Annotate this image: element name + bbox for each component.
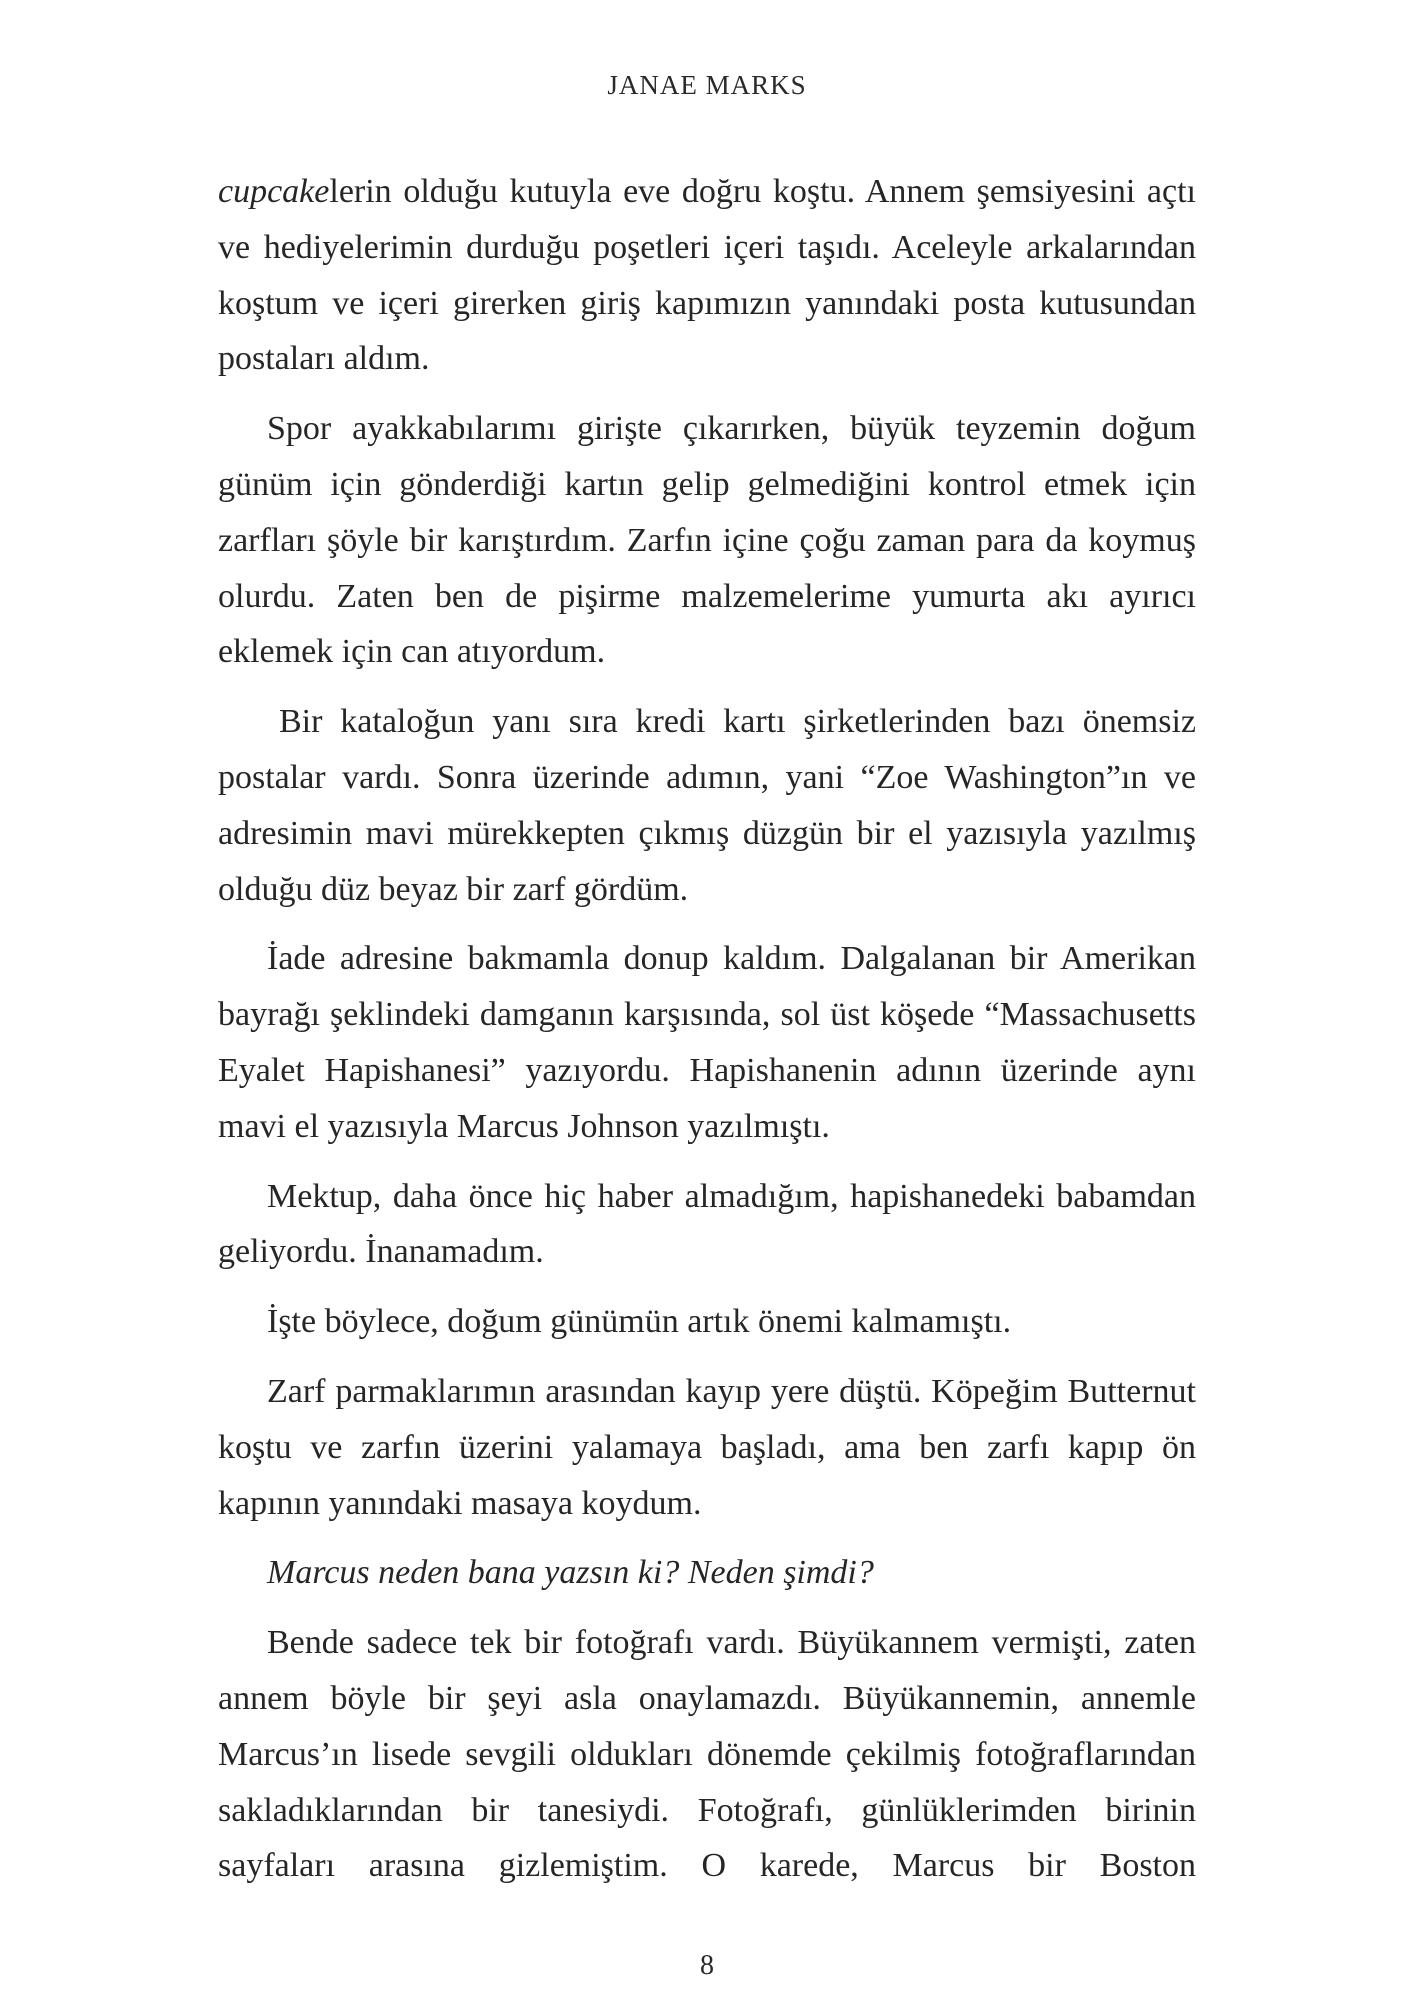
italic-thought: Marcus neden bana yazsın ki? Neden şimdi? [267,1554,874,1592]
paragraph-3: Bir kataloğun yanı sıra kredi kartı şirketlerinden bazı önemsiz postalar vardı. Sonra üzerinde adımın, yani “Zoe Washington”ın ve adresimin mavi mürekkepten çıkmış düzgün bir el yazısıyla yazılmış olduğu düz beyaz bir zarf gördüm. [218,703,1196,908]
italic-lead-word: cupcake [218,173,330,210]
paragraph-7: Zarf parmaklarımın arasından kayıp yere düştü. Köpeğim Butternut koştu ve zarfın üzerini yalamaya başladı, ama ben zarfı kapıp ön kapının yanındaki masaya koydum. [218,1372,1196,1522]
paragraph-5: Mektup, daha önce hiç haber almadığım, hapishanedeki babamdan geliyordu. İnanamadım. [218,1177,1196,1271]
paragraph-6: İşte böylece, doğum günümün artık önemi kalmamıştı. [267,1303,1012,1341]
paragraph-9: Bende sadece tek bir fotoğrafı vardı. Büyükannem vermişti, zaten annem böyle bir şeyi asla onaylamazdı. Büyükannemin, annemle Marcus’ın lisede sevgili oldukları dönemde çekilmiş fotoğraflarından sakladıklarından bir tanesiydi. Fotoğrafı, günlüklerimden birinin sayfaları arasına gizlemiştim. O karede, Marcus bir Boston [218,1624,1196,1885]
paragraph-4: İade adresine bakmamla donup kaldım. Dalgalanan bir Amerikan bayrağı şeklindeki damganın karşısında, sol üst köşede “Massachusetts Eyalet Hapishanesi” yazıyordu. Hapishanenin adının üzerinde aynı mavi el yazısıyla Marcus Johnson yazılmıştı. [218,940,1196,1145]
running-head: JANAE MARKS [607,70,807,100]
paragraph-2: Spor ayakkabılarımı girişte çıkarırken, büyük teyzemin doğum günüm için gönderdiği kartın gelip gelmediğini kontrol etmek için zarfları şöyle bir karıştırdım. Zarfın içine çoğu zaman para da koymuş olurdu. Zaten ben de pişirme malzemelerime yumurta akı ayırıcı eklemek için can atıyordum. [218,410,1196,671]
body-text [218,164,1196,1894]
paragraph-1 [218,164,1196,387]
paragraph-8 [218,1545,1196,1601]
paragraph-1-text: lerin olduğu kutuyla eve doğru koştu. Annem şemsiyesini açtı ve hediyelerimin durduğu poşetleri içeri taşıdı. Aceleyle arkalarından koştum ve içeri girerken giriş kapımızın yanındaki posta kutusundan postaları aldım. [218,173,1196,378]
page-number: 8 [700,1950,714,1981]
